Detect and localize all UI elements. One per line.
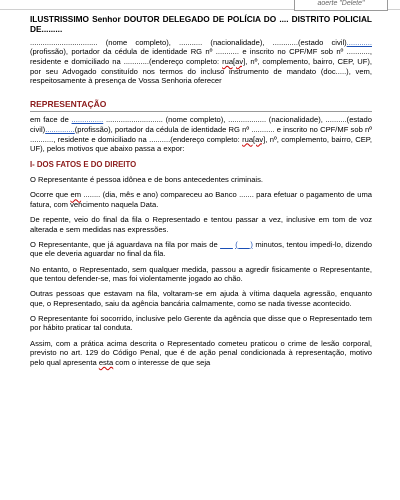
paragraph-conclusao: Assim, com a prática acima descrita o Representado cometeu praticou o crime de lesão corporal, previsto no art. 129 do Código Penal, que é de ação penal condicionada à representação, motivo pelo qual apresenta esta com o interesse de que seja	[30, 338, 372, 367]
paragraph-socorrido: O Representante foi socorrido, inclusive pelo Gerente da agência que disse que o Representado tem por hábito praticar tal conduta.	[30, 313, 372, 333]
paragraph-idoneo: O Representante é pessoa idônea e de bons antecedentes criminais.	[30, 175, 264, 185]
section-heading-fatos: I- DOS FATOS E DO DIREITO	[30, 159, 137, 169]
representation-paragraph: em face de ............... ........................... (nome completo), .................. (nacionalidade), ..........(estado civil)..............(profissão), portador da cédula de identidade RG nº ........... e inscrito no CPF/MF sob nº ..........., residente e domiciliado na ..........(endereço completo: rua[av], nº, complemento, bairro, CEP, UF), pelos motivos que abaixo passa a expor:	[30, 115, 372, 154]
document-title: ILUSTRISSIMO Senhor DOUTOR DELEGADO DE POLÍCIA DO .... DISTRITO POLICIAL DE.........	[30, 14, 372, 35]
paragraph-ocorre: Ocorre que em ........ (dia, mês e ano) compareceu ao Banco ....... para efetuar o pagamento de uma fatura, com vencimento naquela Data.	[30, 190, 372, 210]
paragraph-minutos: O Representante, que já aguardava na fila por mais de ___ (___) minutos, tentou impedi-lo, dizendo que ele deveria aguardar no final da fila.	[30, 239, 372, 259]
section-heading-representacao: REPRESENTAÇÃO	[30, 100, 372, 113]
paragraph-fila: De repente, veio do final da fila o Representado e tentou passar a vez, inclusive em tom de voz alterada e sem medidas nas expressões.	[30, 215, 372, 234]
delete-hint: aoerte "Delete"	[294, 0, 388, 11]
paragraph-outras-pessoas: Outras pessoas que estavam na fila, voltaram-se em ajuda à vítima daquela agressão, enquanto que, o Representado, saiu da agência bancária calmamente, como se nada tivesse acontecido.	[30, 289, 372, 308]
paragraph-agressao: No entanto, o Representado, sem qualquer medida, passou a agredir fisicamente o Representante, que tentou defender-se, mas foi violentamente jogado ao chão.	[30, 264, 372, 284]
qualification-paragraph: ................................ (nome completo), ........... (nacionalidade), ............(estado civil)............(profissão), portador da cédula de identidade RG nº ........... e inscrito no CPF/MF sob nº ..........., residente e domiciliado na ............(endereço completo: rua[av], nº, complemento, bairro, CEP, UF), por seu Advogado constituído nos termos do incluso instrumento de mandato (doc.....), vem, respeitosamente à presença de Vossa Senhoria oferecer	[30, 37, 372, 86]
document-page[interactable]	[30, 14, 372, 373]
